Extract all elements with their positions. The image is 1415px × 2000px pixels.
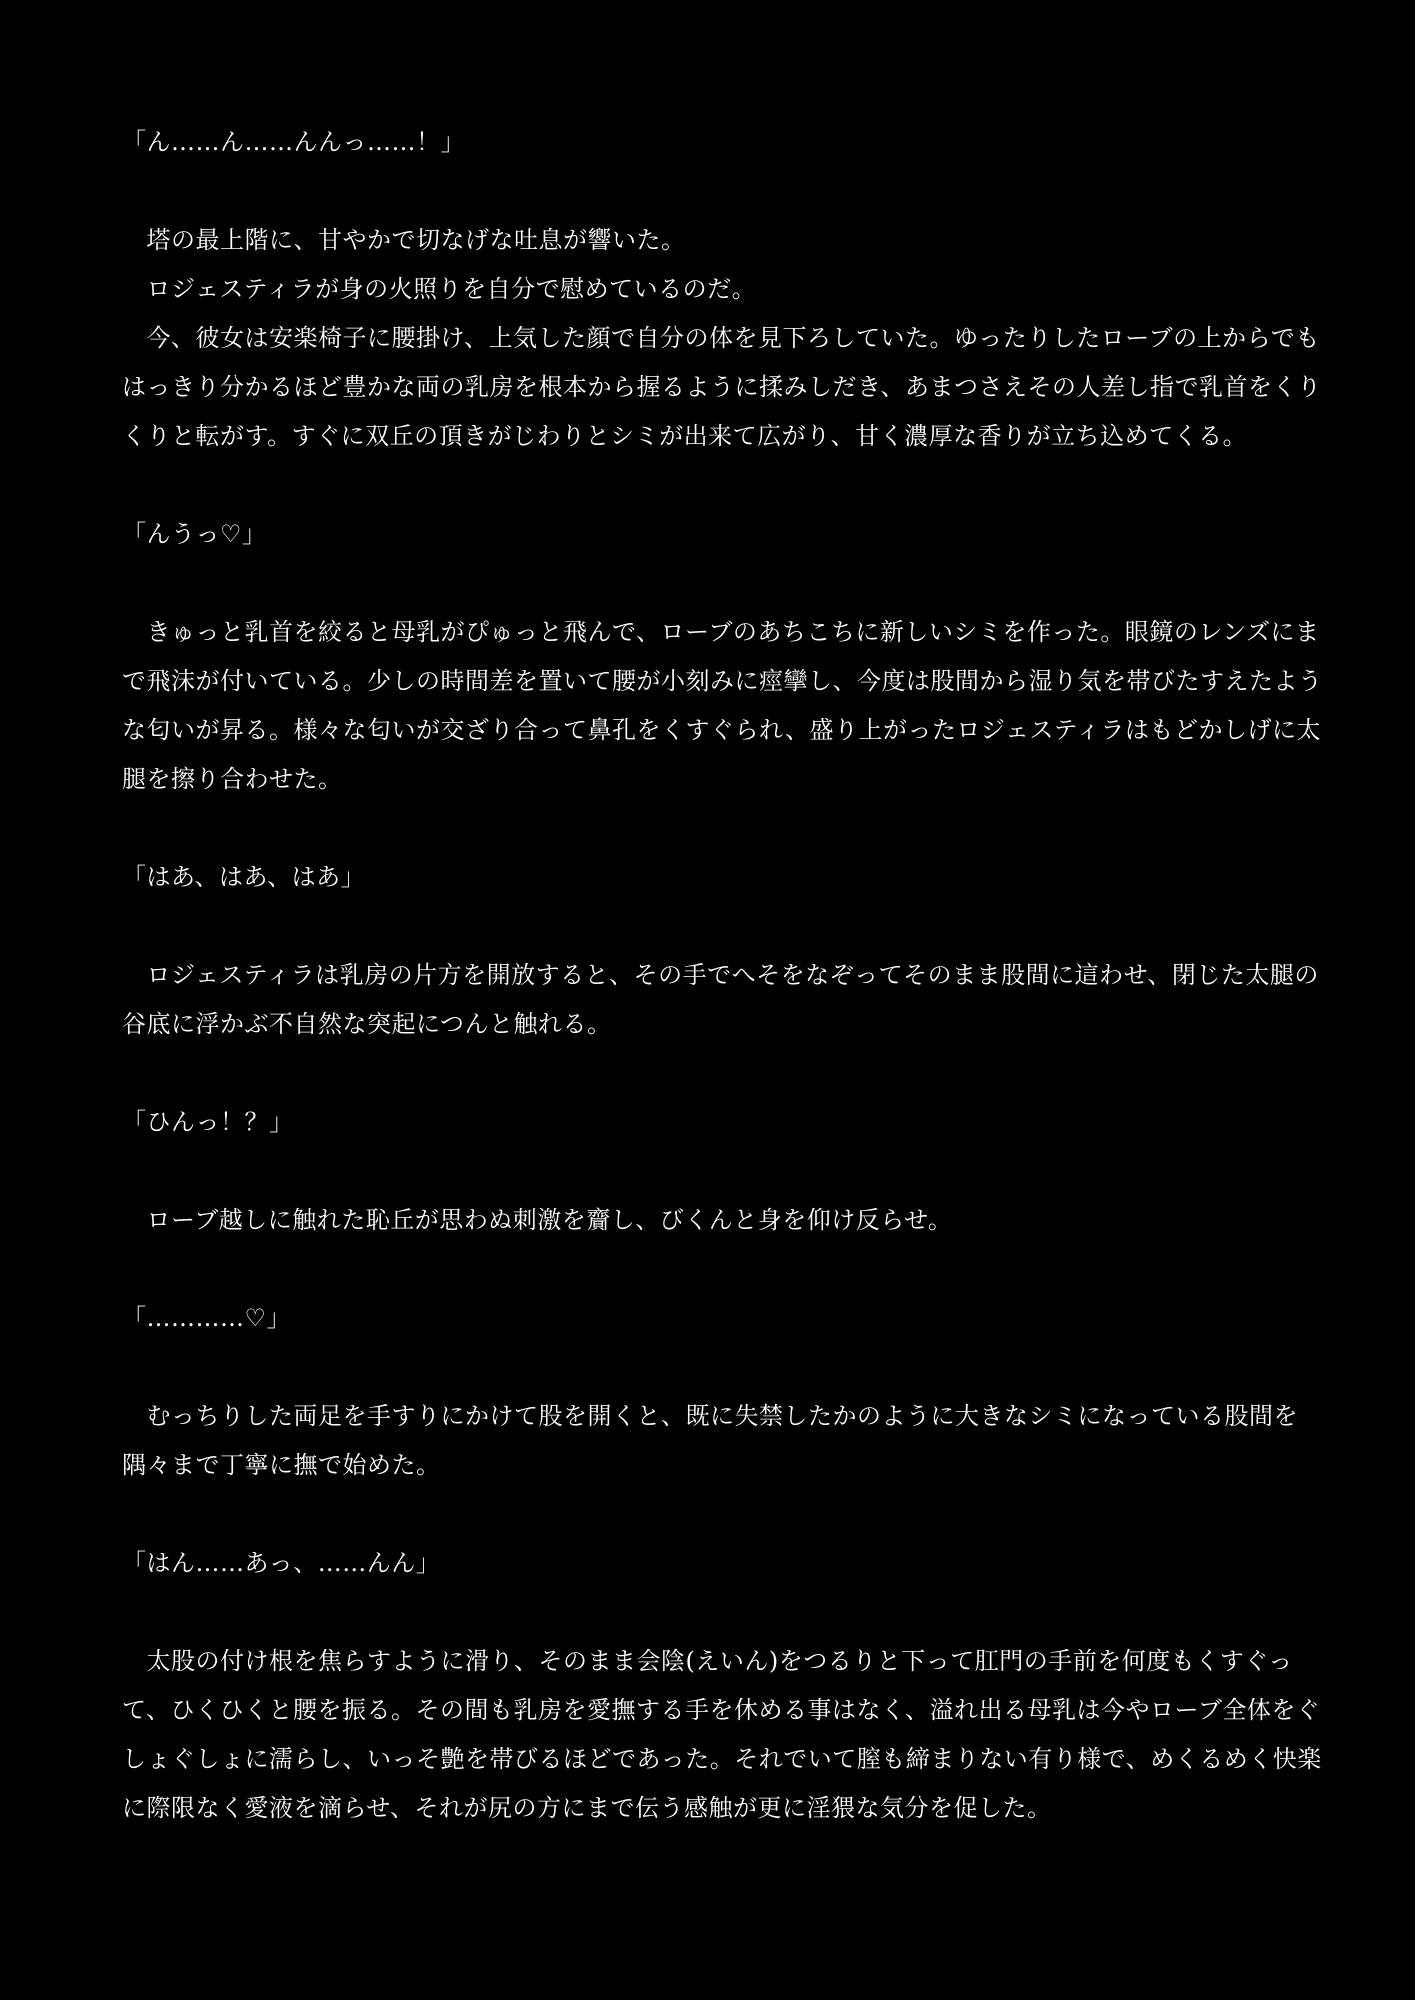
text-line: て、ひくひくと腰を振る。その間も乳房を愛撫する手を休める事はなく、溢れ出る母乳は今やローブ全体をぐ	[122, 1696, 1321, 1724]
dialogue-paragraph	[122, 1098, 1302, 1147]
text-line: 腿を擦り合わせた。	[122, 765, 343, 793]
text-line: はっきり分かるほど豊かな両の乳房を根本から握るように揉みしだき、あまつさえその人差し指で乳首をくり	[122, 373, 1322, 401]
text-line: しょぐしょに濡らし、いっそ艶を帯びるほどであった。それでいて膣も締まりない有り様で、めくるめく快楽	[122, 1745, 1322, 1773]
narration-paragraph	[122, 1196, 1302, 1245]
text-line: くりと転がす。すぐに双丘の頂きがじわりとシミが出来て広がり、甘く濃厚な香りが立ち込めてくる。	[122, 422, 1248, 450]
narration-paragraph	[122, 216, 1322, 461]
text-line: ロジェスティラが身の火照りを自分で慰めているのだ。	[122, 275, 757, 303]
dialogue-paragraph	[122, 1294, 1302, 1343]
text-line: ローブ越しに触れた恥丘が思わぬ刺激を齎し、びくんと身を仰け反らせ。	[122, 1206, 953, 1234]
text-line: 「ん……ん……んんっ……！」	[122, 128, 465, 156]
text-line: 「ひんっ！？」	[122, 1108, 294, 1136]
text-line: 「はあ、はあ、はあ」	[122, 863, 366, 891]
text-line: 「…………♡」	[122, 1304, 292, 1332]
dialogue-paragraph	[122, 1539, 1302, 1588]
paragraph-spacer	[122, 1588, 1302, 1637]
text-line: な匂いが昇る。様々な匂いが交ざり合って鼻孔をくすぐられ、盛り上がったロジェスティラはもどかしげに太	[122, 716, 1322, 744]
paragraph-spacer	[122, 902, 1302, 951]
paragraph-spacer	[122, 804, 1302, 853]
text-line: きゅっと乳首を絞ると母乳がぴゅっと飛んで、ローブのあちこちに新しいシミを作った。眼鏡のレンズにま	[122, 618, 1320, 646]
paragraph-spacer	[122, 1049, 1302, 1098]
paragraph-spacer	[122, 1490, 1302, 1539]
text-line: 太股の付け根を焦らすように滑り、そのまま会陰(えいん)をつるりと下って肛門の手前を何度もくすぐっ	[122, 1647, 1293, 1675]
paragraph-spacer	[122, 1343, 1302, 1392]
dialogue-paragraph	[122, 118, 1302, 167]
paragraph-spacer	[122, 461, 1302, 510]
text-line: 隅々まで丁寧に撫で始めた。	[122, 1451, 441, 1479]
document-body	[122, 118, 1323, 1833]
paragraph-spacer	[122, 167, 1302, 216]
text-line: ロジェスティラは乳房の片方を開放すると、その手でへそをなぞってそのまま股間に這わせ、閉じた太腿の	[122, 961, 1319, 989]
text-line: 今、彼女は安楽椅子に腰掛け、上気した顔で自分の体を見下ろしていた。ゆったりしたローブの上からでも	[122, 324, 1320, 352]
dialogue-paragraph	[122, 853, 1302, 902]
narration-paragraph	[122, 1392, 1302, 1490]
text-line: むっちりした両足を手すりにかけて股を開くと、既に失禁したかのように大きなシミになっている股間を	[122, 1402, 1298, 1430]
text-line: 「んうっ♡」	[122, 520, 267, 548]
text-line: で飛沫が付いている。少しの時間差を置いて腰が小刻みに痙攣し、今度は股間から湿り気を帯びたすえたよう	[122, 667, 1323, 695]
narration-paragraph	[122, 951, 1319, 1049]
paragraph-spacer	[122, 1147, 1302, 1196]
paragraph-spacer	[122, 1245, 1302, 1294]
narration-paragraph	[122, 608, 1323, 804]
text-line: に際限なく愛液を滴らせ、それが尻の方にまで伝う感触が更に淫猥な気分を促した。	[122, 1794, 1052, 1822]
paragraph-spacer	[122, 559, 1302, 608]
text-line: 「はん……あっ、……んん」	[122, 1549, 441, 1577]
dialogue-paragraph	[122, 510, 1302, 559]
text-line: 谷底に浮かぶ不自然な突起につんと触れる。	[122, 1010, 612, 1038]
text-line: 塔の最上階に、甘やかで切なげな吐息が響いた。	[122, 226, 686, 254]
narration-paragraph	[122, 1637, 1322, 1833]
